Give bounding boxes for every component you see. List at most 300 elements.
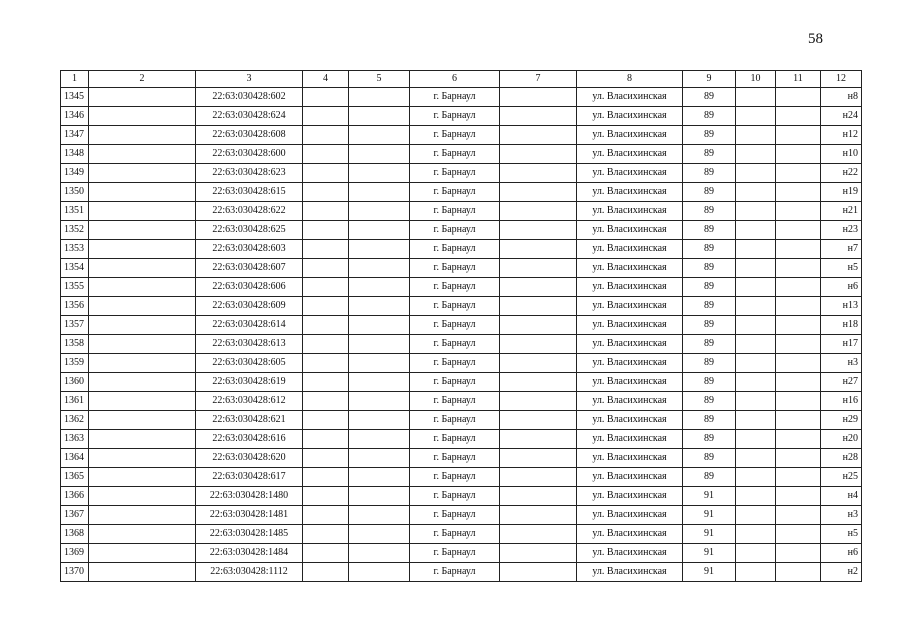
cell-number: 1363 <box>61 430 89 449</box>
cell-cadastral-number: 22:63:030428:617 <box>196 468 303 487</box>
cell-city: г. Барнаул <box>410 335 500 354</box>
cell-number: 1346 <box>61 107 89 126</box>
cell-number: 1358 <box>61 335 89 354</box>
table-row <box>61 449 862 468</box>
cell-street: ул. Власихинская <box>577 430 683 449</box>
cell-house: 89 <box>683 202 736 221</box>
cell-col-4 <box>303 392 349 411</box>
cell-col-4 <box>303 183 349 202</box>
cell-col-4 <box>303 411 349 430</box>
cell-house: 91 <box>683 563 736 582</box>
cell-number: 1345 <box>61 88 89 107</box>
cell-col-7 <box>500 107 577 126</box>
cell-col-7 <box>500 354 577 373</box>
cell-cadastral-number: 22:63:030428:603 <box>196 240 303 259</box>
cell-number: 1356 <box>61 297 89 316</box>
cell-col-2 <box>89 335 196 354</box>
cell-col-5 <box>349 411 410 430</box>
cell-premises: н22 <box>821 164 862 183</box>
cell-premises: н10 <box>821 145 862 164</box>
cell-cadastral-number: 22:63:030428:607 <box>196 259 303 278</box>
cell-premises: н24 <box>821 107 862 126</box>
cell-premises: н28 <box>821 449 862 468</box>
column-header: 4 <box>303 71 349 88</box>
cell-house: 89 <box>683 392 736 411</box>
cell-street: ул. Власихинская <box>577 335 683 354</box>
cell-col-4 <box>303 430 349 449</box>
cell-col-4 <box>303 278 349 297</box>
cell-col-10 <box>736 202 776 221</box>
cell-col-7 <box>500 88 577 107</box>
column-header: 5 <box>349 71 410 88</box>
cell-col-2 <box>89 506 196 525</box>
cell-col-11 <box>776 506 821 525</box>
cell-house: 89 <box>683 449 736 468</box>
cell-col-2 <box>89 259 196 278</box>
cell-col-11 <box>776 221 821 240</box>
cell-col-5 <box>349 373 410 392</box>
cell-premises: н29 <box>821 411 862 430</box>
cell-col-2 <box>89 373 196 392</box>
cell-col-11 <box>776 563 821 582</box>
cell-col-2 <box>89 411 196 430</box>
column-header: 10 <box>736 71 776 88</box>
cell-cadastral-number: 22:63:030428:1112 <box>196 563 303 582</box>
cell-col-4 <box>303 126 349 145</box>
cell-cadastral-number: 22:63:030428:614 <box>196 316 303 335</box>
cell-number: 1357 <box>61 316 89 335</box>
cell-city: г. Барнаул <box>410 411 500 430</box>
cell-city: г. Барнаул <box>410 164 500 183</box>
cell-premises: н5 <box>821 259 862 278</box>
cell-col-4 <box>303 373 349 392</box>
cell-house: 89 <box>683 335 736 354</box>
cell-col-11 <box>776 202 821 221</box>
cell-col-10 <box>736 411 776 430</box>
cell-col-10 <box>736 544 776 563</box>
cell-street: ул. Власихинская <box>577 202 683 221</box>
cell-col-7 <box>500 544 577 563</box>
cell-house: 89 <box>683 354 736 373</box>
cell-col-2 <box>89 297 196 316</box>
cell-cadastral-number: 22:63:030428:1481 <box>196 506 303 525</box>
cell-premises: н2 <box>821 563 862 582</box>
cell-premises: н6 <box>821 278 862 297</box>
table-row <box>61 107 862 126</box>
cell-street: ул. Власихинская <box>577 449 683 468</box>
cell-cadastral-number: 22:63:030428:606 <box>196 278 303 297</box>
cell-col-11 <box>776 183 821 202</box>
cell-street: ул. Власихинская <box>577 259 683 278</box>
cell-house: 89 <box>683 183 736 202</box>
cell-cadastral-number: 22:63:030428:622 <box>196 202 303 221</box>
cell-city: г. Барнаул <box>410 278 500 297</box>
cell-col-11 <box>776 468 821 487</box>
cell-col-2 <box>89 487 196 506</box>
cell-col-5 <box>349 354 410 373</box>
column-header: 6 <box>410 71 500 88</box>
table-row <box>61 126 862 145</box>
cell-house: 91 <box>683 544 736 563</box>
cell-house: 91 <box>683 487 736 506</box>
cell-number: 1360 <box>61 373 89 392</box>
cell-col-4 <box>303 506 349 525</box>
cell-cadastral-number: 22:63:030428:625 <box>196 221 303 240</box>
cell-col-10 <box>736 297 776 316</box>
cell-col-4 <box>303 145 349 164</box>
cell-col-10 <box>736 373 776 392</box>
cell-col-10 <box>736 525 776 544</box>
cell-col-5 <box>349 107 410 126</box>
cell-col-7 <box>500 240 577 259</box>
cell-cadastral-number: 22:63:030428:619 <box>196 373 303 392</box>
cell-col-11 <box>776 145 821 164</box>
cell-col-5 <box>349 392 410 411</box>
cell-cadastral-number: 22:63:030428:624 <box>196 107 303 126</box>
cell-premises: н21 <box>821 202 862 221</box>
cell-col-5 <box>349 88 410 107</box>
cell-col-10 <box>736 240 776 259</box>
table-row <box>61 563 862 582</box>
column-header: 8 <box>577 71 683 88</box>
cell-col-11 <box>776 411 821 430</box>
cell-cadastral-number: 22:63:030428:620 <box>196 449 303 468</box>
cell-col-11 <box>776 392 821 411</box>
cell-col-10 <box>736 335 776 354</box>
cell-house: 89 <box>683 430 736 449</box>
cell-col-4 <box>303 449 349 468</box>
cell-col-4 <box>303 563 349 582</box>
cell-col-11 <box>776 316 821 335</box>
cell-col-5 <box>349 164 410 183</box>
cell-col-11 <box>776 164 821 183</box>
cell-street: ул. Власихинская <box>577 88 683 107</box>
cell-col-10 <box>736 221 776 240</box>
cell-col-10 <box>736 183 776 202</box>
cell-house: 89 <box>683 164 736 183</box>
cell-premises: н27 <box>821 373 862 392</box>
cell-number: 1347 <box>61 126 89 145</box>
table-row <box>61 259 862 278</box>
cell-col-5 <box>349 240 410 259</box>
column-header: 12 <box>821 71 862 88</box>
cell-city: г. Барнаул <box>410 107 500 126</box>
cell-col-5 <box>349 525 410 544</box>
cell-col-5 <box>349 506 410 525</box>
cell-col-4 <box>303 525 349 544</box>
table-row <box>61 411 862 430</box>
cell-col-4 <box>303 468 349 487</box>
cell-col-2 <box>89 278 196 297</box>
cell-street: ул. Власихинская <box>577 373 683 392</box>
cell-city: г. Барнаул <box>410 126 500 145</box>
table-body <box>61 88 862 582</box>
cell-cadastral-number: 22:63:030428:1480 <box>196 487 303 506</box>
cell-city: г. Барнаул <box>410 373 500 392</box>
cell-city: г. Барнаул <box>410 297 500 316</box>
cell-house: 89 <box>683 411 736 430</box>
cell-col-11 <box>776 487 821 506</box>
cell-number: 1362 <box>61 411 89 430</box>
cell-col-5 <box>349 468 410 487</box>
cell-premises: н4 <box>821 487 862 506</box>
cell-col-11 <box>776 107 821 126</box>
cell-col-2 <box>89 354 196 373</box>
cell-house: 89 <box>683 278 736 297</box>
cell-premises: н12 <box>821 126 862 145</box>
cell-city: г. Барнаул <box>410 449 500 468</box>
cell-col-10 <box>736 278 776 297</box>
cell-number: 1369 <box>61 544 89 563</box>
cell-col-11 <box>776 373 821 392</box>
cell-col-7 <box>500 278 577 297</box>
cell-col-7 <box>500 221 577 240</box>
cell-cadastral-number: 22:63:030428:623 <box>196 164 303 183</box>
cell-premises: н3 <box>821 354 862 373</box>
cell-col-11 <box>776 88 821 107</box>
cell-city: г. Барнаул <box>410 88 500 107</box>
cell-street: ул. Власихинская <box>577 411 683 430</box>
table-row <box>61 316 862 335</box>
cell-col-4 <box>303 316 349 335</box>
cell-col-5 <box>349 544 410 563</box>
cell-col-7 <box>500 297 577 316</box>
cell-col-2 <box>89 88 196 107</box>
cell-premises: н23 <box>821 221 862 240</box>
cell-number: 1361 <box>61 392 89 411</box>
cell-col-11 <box>776 259 821 278</box>
cell-col-7 <box>500 316 577 335</box>
cell-city: г. Барнаул <box>410 392 500 411</box>
cell-col-2 <box>89 525 196 544</box>
cell-col-5 <box>349 126 410 145</box>
cell-col-2 <box>89 145 196 164</box>
cell-col-2 <box>89 449 196 468</box>
cell-number: 1365 <box>61 468 89 487</box>
cell-street: ул. Власихинская <box>577 487 683 506</box>
cell-col-10 <box>736 259 776 278</box>
cell-col-7 <box>500 392 577 411</box>
cell-street: ул. Власихинская <box>577 278 683 297</box>
cell-premises: н19 <box>821 183 862 202</box>
cell-number: 1368 <box>61 525 89 544</box>
cell-street: ул. Власихинская <box>577 392 683 411</box>
cell-col-2 <box>89 430 196 449</box>
registry-table <box>60 70 862 582</box>
cell-col-2 <box>89 183 196 202</box>
cell-city: г. Барнаул <box>410 506 500 525</box>
cell-street: ул. Власихинская <box>577 354 683 373</box>
table-row <box>61 373 862 392</box>
cell-col-7 <box>500 563 577 582</box>
table-row <box>61 202 862 221</box>
cell-col-2 <box>89 240 196 259</box>
cell-number: 1367 <box>61 506 89 525</box>
cell-col-10 <box>736 145 776 164</box>
cell-cadastral-number: 22:63:030428:608 <box>196 126 303 145</box>
table-row <box>61 392 862 411</box>
cell-street: ул. Власихинская <box>577 107 683 126</box>
cell-house: 89 <box>683 88 736 107</box>
cell-col-7 <box>500 506 577 525</box>
cell-house: 89 <box>683 107 736 126</box>
cell-col-11 <box>776 297 821 316</box>
table-row <box>61 487 862 506</box>
cell-col-10 <box>736 487 776 506</box>
cell-house: 91 <box>683 525 736 544</box>
cell-city: г. Барнаул <box>410 240 500 259</box>
table-row <box>61 430 862 449</box>
cell-col-11 <box>776 354 821 373</box>
cell-street: ул. Власихинская <box>577 525 683 544</box>
cell-number: 1350 <box>61 183 89 202</box>
table-row <box>61 221 862 240</box>
cell-col-10 <box>736 88 776 107</box>
cell-house: 89 <box>683 126 736 145</box>
cell-col-5 <box>349 335 410 354</box>
cell-premises: н20 <box>821 430 862 449</box>
header-row <box>61 71 862 88</box>
cell-col-7 <box>500 335 577 354</box>
cell-cadastral-number: 22:63:030428:612 <box>196 392 303 411</box>
cell-number: 1351 <box>61 202 89 221</box>
table-row <box>61 468 862 487</box>
cell-col-5 <box>349 563 410 582</box>
cell-col-10 <box>736 449 776 468</box>
cell-city: г. Барнаул <box>410 316 500 335</box>
table-row <box>61 544 862 563</box>
cell-number: 1348 <box>61 145 89 164</box>
cell-city: г. Барнаул <box>410 145 500 164</box>
cell-city: г. Барнаул <box>410 221 500 240</box>
table-row <box>61 240 862 259</box>
cell-city: г. Барнаул <box>410 354 500 373</box>
cell-col-11 <box>776 525 821 544</box>
cell-cadastral-number: 22:63:030428:609 <box>196 297 303 316</box>
table-row <box>61 183 862 202</box>
cell-col-10 <box>736 126 776 145</box>
cell-premises: н8 <box>821 88 862 107</box>
table-row <box>61 297 862 316</box>
cell-col-2 <box>89 563 196 582</box>
cell-col-7 <box>500 487 577 506</box>
cell-col-4 <box>303 107 349 126</box>
cell-col-2 <box>89 468 196 487</box>
cell-number: 1364 <box>61 449 89 468</box>
cell-col-7 <box>500 202 577 221</box>
cell-street: ул. Власихинская <box>577 316 683 335</box>
cell-col-4 <box>303 354 349 373</box>
cell-col-10 <box>736 392 776 411</box>
cell-cadastral-number: 22:63:030428:615 <box>196 183 303 202</box>
cell-city: г. Барнаул <box>410 525 500 544</box>
cell-premises: н13 <box>821 297 862 316</box>
cell-house: 89 <box>683 259 736 278</box>
cell-col-5 <box>349 316 410 335</box>
cell-premises: н17 <box>821 335 862 354</box>
cell-col-10 <box>736 506 776 525</box>
cell-col-2 <box>89 392 196 411</box>
cell-city: г. Барнаул <box>410 468 500 487</box>
column-header: 11 <box>776 71 821 88</box>
page-number: 58 <box>808 31 823 47</box>
cell-col-4 <box>303 259 349 278</box>
cell-house: 91 <box>683 506 736 525</box>
cell-house: 89 <box>683 145 736 164</box>
cell-col-10 <box>736 563 776 582</box>
cell-col-5 <box>349 487 410 506</box>
column-header: 2 <box>89 71 196 88</box>
cell-house: 89 <box>683 297 736 316</box>
cell-col-10 <box>736 468 776 487</box>
cell-city: г. Барнаул <box>410 202 500 221</box>
cell-number: 1355 <box>61 278 89 297</box>
cell-street: ул. Власихинская <box>577 164 683 183</box>
table-row <box>61 164 862 183</box>
cell-street: ул. Власихинская <box>577 126 683 145</box>
cell-col-2 <box>89 164 196 183</box>
cell-col-10 <box>736 354 776 373</box>
cell-street: ул. Власихинская <box>577 183 683 202</box>
cell-col-7 <box>500 411 577 430</box>
table-row <box>61 145 862 164</box>
cell-col-7 <box>500 430 577 449</box>
cell-number: 1354 <box>61 259 89 278</box>
cell-col-4 <box>303 221 349 240</box>
cell-col-2 <box>89 126 196 145</box>
cell-col-11 <box>776 126 821 145</box>
cell-col-7 <box>500 145 577 164</box>
cell-number: 1359 <box>61 354 89 373</box>
cell-premises: н3 <box>821 506 862 525</box>
cell-number: 1366 <box>61 487 89 506</box>
cell-premises: н6 <box>821 544 862 563</box>
cell-col-2 <box>89 316 196 335</box>
cell-premises: н5 <box>821 525 862 544</box>
column-header: 3 <box>196 71 303 88</box>
cell-col-4 <box>303 88 349 107</box>
cell-col-7 <box>500 183 577 202</box>
cell-city: г. Барнаул <box>410 183 500 202</box>
cell-street: ул. Власихинская <box>577 297 683 316</box>
cell-city: г. Барнаул <box>410 544 500 563</box>
cell-col-7 <box>500 259 577 278</box>
cell-street: ул. Власихинская <box>577 468 683 487</box>
cell-city: г. Барнаул <box>410 487 500 506</box>
cell-col-4 <box>303 335 349 354</box>
cell-cadastral-number: 22:63:030428:600 <box>196 145 303 164</box>
cell-col-11 <box>776 240 821 259</box>
cell-col-7 <box>500 126 577 145</box>
cell-col-4 <box>303 297 349 316</box>
cell-street: ул. Власихинская <box>577 506 683 525</box>
cell-city: г. Барнаул <box>410 563 500 582</box>
cell-number: 1349 <box>61 164 89 183</box>
cell-col-5 <box>349 259 410 278</box>
cell-number: 1353 <box>61 240 89 259</box>
cell-col-10 <box>736 164 776 183</box>
cell-house: 89 <box>683 316 736 335</box>
table-row <box>61 335 862 354</box>
cell-col-4 <box>303 487 349 506</box>
cell-number: 1370 <box>61 563 89 582</box>
table-row <box>61 525 862 544</box>
cell-col-2 <box>89 202 196 221</box>
cell-cadastral-number: 22:63:030428:1484 <box>196 544 303 563</box>
cell-col-5 <box>349 297 410 316</box>
table-row <box>61 278 862 297</box>
cell-col-11 <box>776 278 821 297</box>
